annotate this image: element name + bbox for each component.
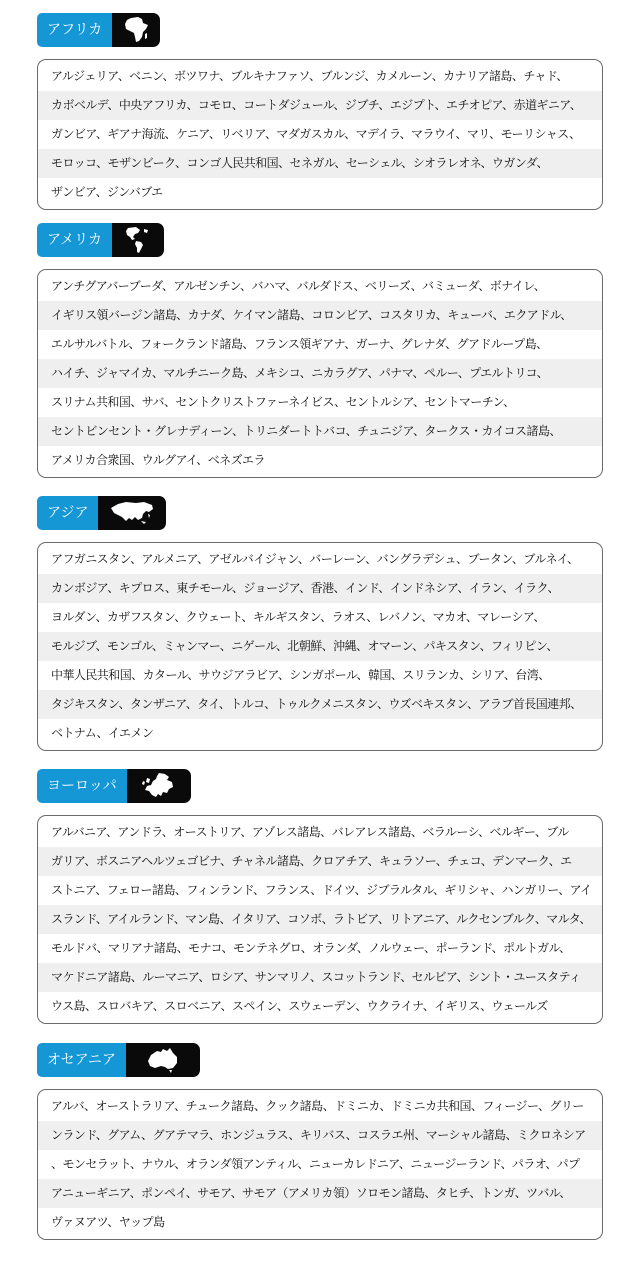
country-line: ヴァヌアツ、ヤップ島 (51, 1215, 165, 1229)
country-list-box (37, 1089, 603, 1240)
country-list-box (37, 269, 603, 478)
country-line: ガンビア、ギアナ海流、ケニア、リベリア、マダガスカル、マデイラ、マラウイ、マリ、モーリシャス、 (51, 127, 581, 141)
region-title: アメリカ (37, 223, 112, 257)
region-header (37, 12, 603, 48)
country-line: ベトナム、イエメン (51, 726, 154, 740)
country-line: ハイチ、ジャマイカ、マルチニーク島、メキシコ、ニカラグア、パナマ、ペルー、プエルトリコ、 (38, 359, 602, 388)
region-americas (37, 222, 603, 478)
region-title: アフリカ (37, 13, 112, 47)
country-line: モルドバ、マリアナ諸島、モナコ、モンテネグロ、オランダ、ノルウェー、ポーランド、ポルトガル、 (51, 941, 571, 955)
country-line: マケドニア諸島、ルーマニア、ロシア、サンマリノ、スコットランド、セルビア、シント・ユースタティ (38, 963, 602, 992)
country-list-box (37, 542, 603, 751)
country-line: ザンビア、ジンバブエ (51, 185, 163, 199)
country-line: 中華人民共和国、カタール、サウジアラビア、シンガポール、韓国、スリランカ、シリア、台湾、 (51, 668, 550, 682)
country-line: ヨルダン、カザフスタン、クウェート、キルギスタン、ラオス、レバノン、マカオ、マレーシア、 (51, 610, 545, 624)
region-header (37, 222, 603, 258)
country-line: セントビンセント・グレナディーン、トリニダートトバコ、チュニジア、タークス・カイコス諸島、 (38, 417, 602, 446)
country-line: 、モンセラット、ナウル、オランダ領アンティル、ニューカレドニア、ニュージーランド、パラオ、パプ (51, 1157, 580, 1171)
country-line: スランド、アイルランド、マン島、イタリア、コソボ、ラトビア、リトアニア、ルクセンブルク、マルタ、 (38, 905, 602, 934)
country-line: アンチグアバーブーダ、アルゼンチン、バハマ、バルダドス、ベリーズ、バミューダ、ボナイレ、 (51, 279, 546, 293)
country-line: アメリカ合衆国、ウルグアイ、ベネズエラ (51, 453, 265, 467)
region-africa (37, 12, 603, 210)
region-europe (37, 768, 603, 1024)
asia-map-icon (98, 496, 166, 530)
country-line: ストニア、フェロー諸島、フィンランド、フランス、ドイツ、ジブラルタル、ギリシャ、ハンガリー、アイ (51, 883, 592, 897)
country-line: ガリア、ボスニアヘルツェゴビナ、チャネル諸島、クロアチア、キュラソー、チェコ、デンマーク、エ (38, 847, 602, 876)
country-list-box (37, 59, 603, 210)
country-line: アルバ、オーストラリア、チューク諸島、クック諸島、ドミニカ、ドミニカ共和国、フィージー、グリー (51, 1099, 584, 1113)
region-title: アジア (37, 496, 98, 530)
country-list-box (37, 815, 603, 1024)
region-header (37, 768, 603, 804)
region-oceania (37, 1042, 603, 1240)
country-line: イギリス領バージン諸島、カナダ、ケイマン諸島、コロンビア、コスタリカ、キューバ、エクアドル、 (38, 301, 602, 330)
country-line: アルジェリア、ベニン、ボツワナ、ブルキナファソ、ブルンジ、カメルーン、カナリア諸島、チャド、 (51, 69, 568, 83)
country-line: アルバニア、アンドラ、オーストリア、アゾレス諸島、バレアレス諸島、ベラルーシ、ベルギー、ブル (51, 825, 569, 839)
region-header (37, 495, 603, 531)
country-line: スリナム共和国、サバ、セントクリストファーネイビス、セントルシア、セントマーチン、 (51, 395, 515, 409)
country-line: タジキスタン、タンザニア、タイ、トルコ、トゥルクメニスタン、ウズベキスタン、アラブ首長国連邦、 (38, 690, 602, 719)
country-line: ンランド、グアム、グアテマラ、ホンジュラス、キリバス、コスラエ州、マーシャル諸島、ミクロネシア (38, 1121, 602, 1150)
country-line: モロッコ、モザンビーク、コンゴ人民共和国、セネガル、セーシェル、シオラレオネ、ウガンダ、 (38, 149, 602, 178)
country-line: カボベルデ、中央アフリカ、コモロ、コートダジュール、ジブチ、エジプト、エチオピア、赤道ギニア、 (38, 91, 602, 120)
region-header (37, 1042, 603, 1078)
australia-map-icon (126, 1043, 200, 1077)
region-title: オセアニア (37, 1043, 126, 1077)
region-asia (37, 495, 603, 751)
country-line: アニューギニア、ポンペイ、サモア、サモア（アメリカ領）ソロモン諸島、タヒチ、トンガ、ツバル、 (38, 1179, 602, 1208)
country-line: モルジブ、モンゴル、ミャンマー、ニゲール、北朝鮮、沖縄、オマーン、パキスタン、フィリピン、 (38, 632, 602, 661)
africa-map-icon (112, 13, 160, 47)
americas-globe-icon (112, 223, 164, 257)
region-title: ヨーロッパ (37, 769, 127, 803)
country-line: アフガニスタン、アルメニア、アゼルバイジャン、バーレーン、バングラデシュ、ブータン、ブルネイ、 (51, 552, 579, 566)
country-line: カンボジア、キプロス、東チモール、ジョージア、香港、インド、インドネシア、イラン、イラク、 (38, 574, 602, 603)
country-line: ウス島、スロバキア、スロベニア、スペイン、スウェーデン、ウクライナ、イギリス、ウェールズ (51, 999, 548, 1013)
europe-map-icon (127, 769, 191, 803)
country-line: エルサルバトル、フォークランド諸島、フランス領ギアナ、ガーナ、グレナダ、グアドループ島、 (51, 337, 548, 351)
